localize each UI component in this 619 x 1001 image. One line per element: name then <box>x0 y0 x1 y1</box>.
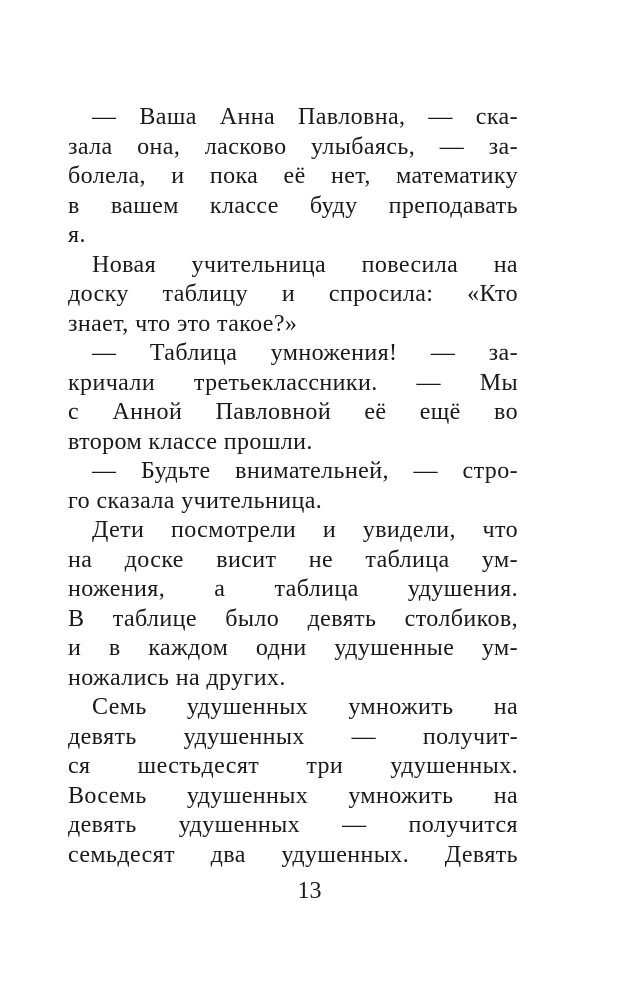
text-line: втором классе прошли. <box>68 428 313 455</box>
text-line: ножались на других. <box>68 664 286 691</box>
text-line: на доске висит не таблица ум- <box>68 546 518 573</box>
text-line: я. <box>68 222 86 248</box>
text-line: ся шестьдесят три удушенных. <box>68 753 518 779</box>
text-line: Восемь удушенных умножить на <box>68 782 518 809</box>
text-line: девять удушенных — получится <box>68 812 518 838</box>
text-line: в вашем классе буду преподавать <box>68 192 518 219</box>
text-line: девять удушенных — получит- <box>68 723 518 750</box>
text-line: с Анной Павловной её ещё во <box>68 399 518 425</box>
text-line: Семь удушенных умножить на <box>92 694 518 720</box>
page-body-text <box>68 103 518 870</box>
text-line: болела, и пока её нет, математику <box>68 163 518 189</box>
text-line: — Таблица умножения! — за- <box>92 340 518 366</box>
text-line: зала она, ласково улыбаясь, — за- <box>68 133 518 160</box>
text-line: Новая учительница повесила на <box>92 251 518 278</box>
text-line: знает, что это такое?» <box>68 310 298 337</box>
text-line: В таблице было девять столбиков, <box>68 605 518 632</box>
text-line: — Будьте внимательней, — стро- <box>92 458 518 484</box>
text-line: семьдесят два удушенных. Девять <box>68 841 518 868</box>
text-line: Дети посмотрели и увидели, что <box>92 517 518 543</box>
text-line: ножения, а таблица удушения. <box>68 576 518 602</box>
text-line: доску таблицу и спросила: «Кто <box>68 281 518 307</box>
text-line: — Ваша Анна Павловна, — ска- <box>92 104 518 130</box>
text-line: го сказала учительница. <box>68 487 323 514</box>
text-line: кричали третьеклассники. — Мы <box>68 369 518 396</box>
text-line: и в каждом одни удушенные ум- <box>68 635 518 661</box>
page-number: 13 <box>297 878 322 904</box>
